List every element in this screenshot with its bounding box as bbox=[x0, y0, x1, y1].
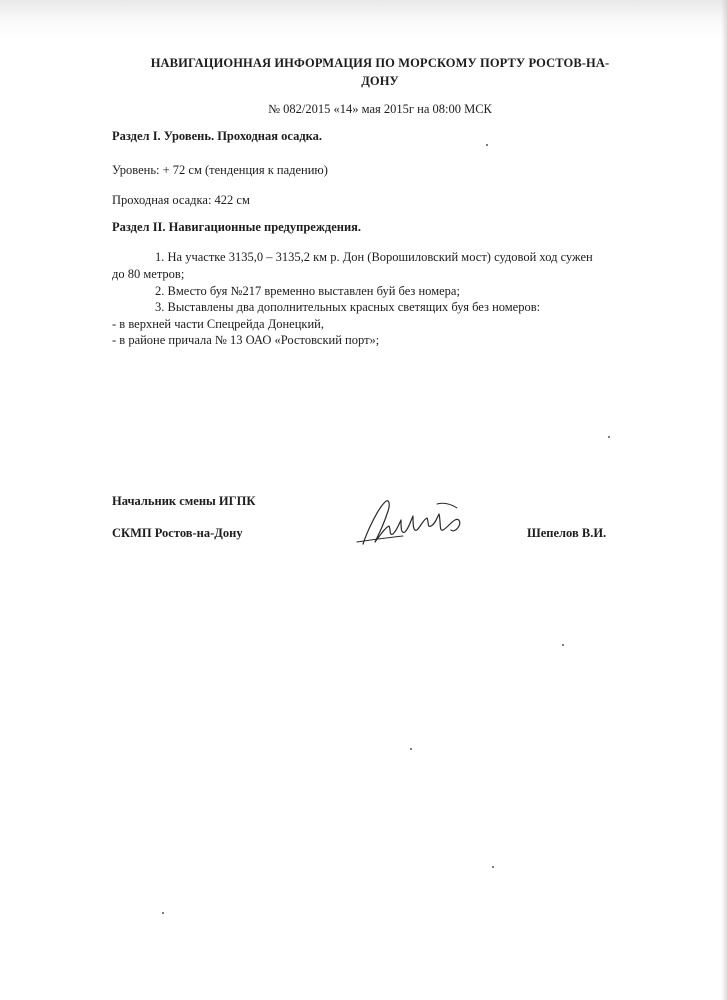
scan-speck bbox=[486, 144, 488, 146]
scan-edge-shadow bbox=[721, 0, 727, 1000]
section-1-heading: Раздел I. Уровень. Проходная осадка. bbox=[112, 129, 323, 143]
warning-item-3-sub-1: - в верхней части Спецрейда Донецкий, bbox=[112, 317, 324, 331]
warning-item-3: 3. Выставлены два дополнительных красных светящих буя без номеров: bbox=[155, 300, 541, 314]
scan-speck bbox=[608, 436, 610, 438]
signer-name: Шепелов В.И. bbox=[527, 526, 607, 540]
handwritten-signature bbox=[355, 492, 475, 552]
scan-speck bbox=[410, 748, 412, 750]
warning-item-2: 2. Вместо буя №217 временно выставлен буй без номера; bbox=[155, 284, 460, 298]
scan-speck bbox=[492, 866, 494, 868]
signer-organization: СКМП Ростов-на-Дону bbox=[112, 526, 243, 540]
warning-item-1: 1. На участке 3135,0 – 3135,2 км р. Дон (Ворошиловский мост) судовой ход сужен bbox=[155, 250, 593, 264]
passage-draft-line: Проходная осадка: 422 см bbox=[112, 193, 250, 207]
document-title bbox=[120, 54, 640, 90]
title-line-1: НАВИГАЦИОННАЯ ИНФОРМАЦИЯ ПО МОРСКОМУ ПОРТУ РОСТОВ-НА- bbox=[150, 56, 610, 70]
section-2-heading: Раздел II. Навигационные предупреждения. bbox=[112, 220, 362, 234]
warning-item-3-sub-2: - в районе причала № 13 ОАО «Ростовский порт»; bbox=[112, 333, 380, 347]
warning-item-1-continued: до 80 метров; bbox=[112, 267, 185, 281]
water-level-line: Уровень: + 72 см (тенденция к падению) bbox=[112, 163, 328, 177]
document-number-date: № 082/2015 «14» мая 2015г на 08:00 МСК bbox=[268, 102, 492, 116]
signer-position: Начальник смены ИГПК bbox=[112, 494, 256, 508]
scan-speck bbox=[162, 912, 164, 914]
scan-speck bbox=[562, 644, 564, 646]
title-line-2: ДОНУ bbox=[361, 74, 399, 88]
